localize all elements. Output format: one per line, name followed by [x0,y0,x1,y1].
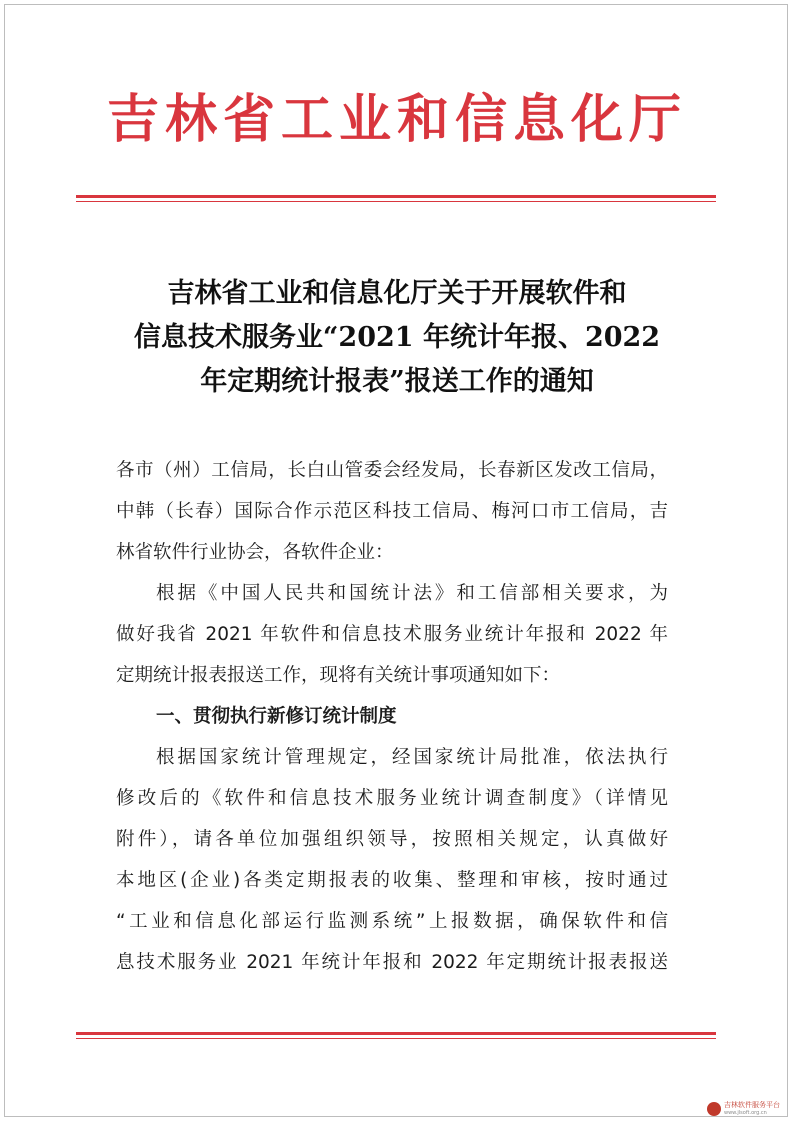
intro-line: 根据《中国人民共和国统计法》和工信部相关要求，为 [156,583,668,604]
section-heading: 一、贯彻执行新修订统计制度 [156,706,397,727]
recipients-line: 中韩（长春）国际合作示范区科技工信局、梅河口市工信局，吉 [116,501,668,522]
paragraph-line: 息技术服务业 2021 年统计年报和 2022 年定期统计报表报送 [116,952,668,973]
title-line: 年定期统计报表”报送工作的通知 [200,366,594,397]
document-body [116,450,668,983]
paragraph-line: 附件），请各单位加强组织领导，按照相关规定，认真做好 [116,829,668,850]
title-line: 信息技术服务业“2021 年统计年报、2022 [133,322,661,353]
paragraph-line: 本地区(企业)各类定期报表的收集、整理和审核，按时通过 [116,870,668,891]
paragraph-line: 根据国家统计管理规定，经国家统计局批准，依法执行 [156,747,668,768]
watermark-url: www.jlsoft.org.cn [724,1110,767,1116]
title-line: 吉林省工业和信息化厅关于开展软件和 [167,278,627,309]
intro-line: 定期统计报表报送工作，现将有关统计事项通知如下： [116,665,561,686]
recipients-line: 林省软件行业协会，各软件企业： [116,542,394,563]
paragraph-line: 修改后的《软件和信息技术服务业统计调查制度》（详情见 [116,788,668,809]
footer-red-rule [76,1032,716,1039]
masthead-agency-name: 吉林省工业和信息化厅 [106,89,687,150]
site-watermark [707,1101,780,1117]
watermark-logo-icon [707,1102,721,1116]
document-title [80,272,714,404]
paragraph-line: “工业和信息化部运行监测系统”上报数据，确保软件和信 [116,911,668,932]
intro-line: 做好我省 2021 年软件和信息技术服务业统计年报和 2022 年 [116,624,668,645]
recipients-line: 各市（州）工信局，长白山管委会经发局，长春新区发改工信局， [116,460,668,481]
watermark-text: 吉林软件服务平台 [724,1101,780,1109]
masthead-red-rule [76,195,716,202]
